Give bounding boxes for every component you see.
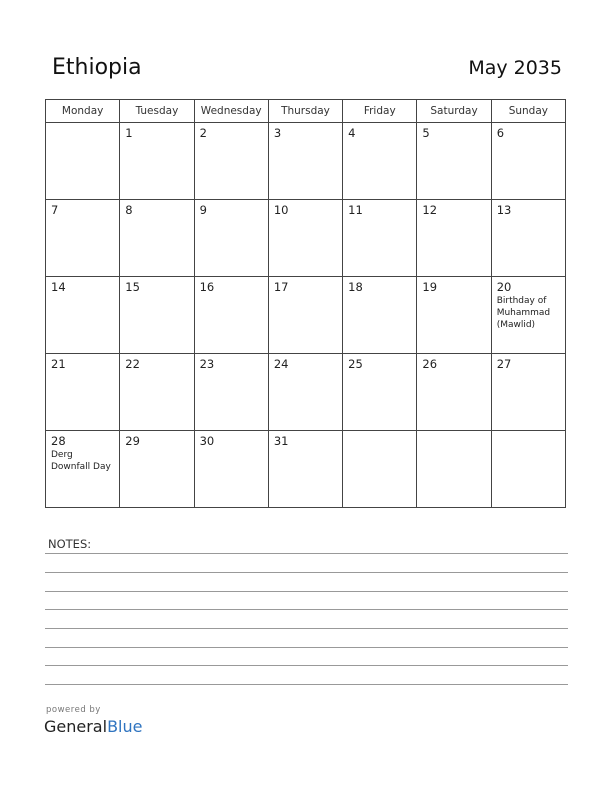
day-cell bbox=[194, 431, 268, 508]
day-cell bbox=[46, 354, 120, 431]
day-number: 16 bbox=[199, 280, 215, 294]
week-row bbox=[46, 354, 566, 431]
notes-label: NOTES: bbox=[48, 537, 92, 551]
note-line bbox=[45, 609, 568, 610]
note-line bbox=[45, 591, 568, 592]
day-number: 28 bbox=[51, 434, 66, 448]
day-cell bbox=[120, 277, 194, 354]
day-number: 2 bbox=[199, 126, 207, 140]
day-number: 18 bbox=[348, 280, 363, 294]
day-cell bbox=[343, 200, 417, 277]
day-number: 22 bbox=[125, 357, 140, 371]
day-number: 31 bbox=[273, 434, 289, 448]
weekday-monday: Monday bbox=[46, 100, 120, 123]
day-number: 21 bbox=[51, 357, 66, 371]
day-cell bbox=[417, 123, 491, 200]
powered-by-text: powered by bbox=[46, 705, 101, 715]
day-number: 12 bbox=[422, 203, 438, 217]
week-row bbox=[46, 431, 566, 508]
day-cell bbox=[491, 200, 565, 277]
day-number: 5 bbox=[422, 126, 430, 140]
day-cell bbox=[120, 431, 194, 508]
week-row bbox=[46, 123, 566, 200]
day-number: 17 bbox=[273, 280, 289, 294]
day-number: 7 bbox=[51, 203, 59, 217]
day-cell bbox=[194, 123, 268, 200]
day-cell bbox=[120, 354, 194, 431]
day-number: 23 bbox=[199, 357, 215, 371]
day-number: 27 bbox=[496, 357, 512, 371]
day-number: 24 bbox=[273, 357, 289, 371]
day-cell bbox=[120, 123, 194, 200]
day-cell bbox=[417, 200, 491, 277]
weekday-thursday: Thursday bbox=[268, 100, 342, 123]
day-number: 25 bbox=[348, 357, 363, 371]
day-cell bbox=[343, 354, 417, 431]
day-cell bbox=[194, 277, 268, 354]
day-cell bbox=[491, 431, 565, 508]
brand-blue: Blue bbox=[107, 717, 143, 736]
day-number: 19 bbox=[422, 280, 438, 294]
day-number: 10 bbox=[273, 203, 289, 217]
day-cell bbox=[268, 200, 342, 277]
day-cell bbox=[120, 200, 194, 277]
note-line bbox=[45, 684, 568, 685]
note-line bbox=[45, 665, 568, 666]
day-cell bbox=[194, 200, 268, 277]
day-number: 6 bbox=[496, 126, 505, 140]
day-cell bbox=[343, 431, 417, 508]
weekday-sunday: Sunday bbox=[491, 100, 565, 123]
brand-general: General bbox=[44, 717, 108, 736]
day-cell bbox=[417, 354, 491, 431]
day-number: 29 bbox=[125, 434, 140, 448]
generalblue-logo bbox=[44, 717, 142, 736]
day-cell bbox=[268, 277, 342, 354]
day-number: 13 bbox=[496, 203, 512, 217]
day-cell bbox=[491, 123, 565, 200]
week-row bbox=[46, 277, 566, 354]
weekday-header-row bbox=[46, 100, 566, 123]
month-year-title: May 2035 bbox=[468, 57, 562, 79]
note-line bbox=[45, 572, 568, 573]
day-number: 26 bbox=[422, 357, 438, 371]
day-number: 9 bbox=[199, 203, 207, 217]
country-title: Ethiopia bbox=[52, 55, 142, 80]
day-number: 4 bbox=[348, 126, 356, 140]
day-cell bbox=[268, 431, 342, 508]
calendar-grid bbox=[45, 99, 566, 508]
day-cell bbox=[417, 431, 491, 508]
day-cell bbox=[46, 277, 120, 354]
week-row bbox=[46, 200, 566, 277]
day-number: 3 bbox=[273, 126, 282, 140]
holiday-label: Birthday of Muhammad (Mawlid) bbox=[496, 296, 551, 330]
day-number: 11 bbox=[348, 203, 363, 217]
weekday-friday: Friday bbox=[343, 100, 417, 123]
holiday-label: Derg Downfall Day bbox=[51, 450, 111, 472]
weekday-saturday: Saturday bbox=[417, 100, 491, 123]
day-cell bbox=[46, 200, 120, 277]
day-cell bbox=[46, 431, 120, 508]
day-number: 14 bbox=[51, 280, 66, 294]
note-line bbox=[45, 647, 568, 648]
day-cell bbox=[343, 277, 417, 354]
weekday-tuesday: Tuesday bbox=[120, 100, 194, 123]
day-cell bbox=[268, 354, 342, 431]
note-line bbox=[45, 553, 568, 554]
day-cell bbox=[194, 354, 268, 431]
day-cell bbox=[343, 123, 417, 200]
day-number: 15 bbox=[125, 280, 140, 294]
day-cell bbox=[491, 277, 565, 354]
day-cell bbox=[268, 123, 342, 200]
day-number: 20 bbox=[496, 280, 512, 294]
day-cell bbox=[46, 123, 120, 200]
note-line bbox=[45, 628, 568, 629]
day-number: 30 bbox=[199, 434, 215, 448]
day-number: 1 bbox=[125, 126, 133, 140]
weekday-wednesday: Wednesday bbox=[194, 100, 268, 123]
day-cell bbox=[491, 354, 565, 431]
day-cell bbox=[417, 277, 491, 354]
day-number: 8 bbox=[125, 203, 133, 217]
